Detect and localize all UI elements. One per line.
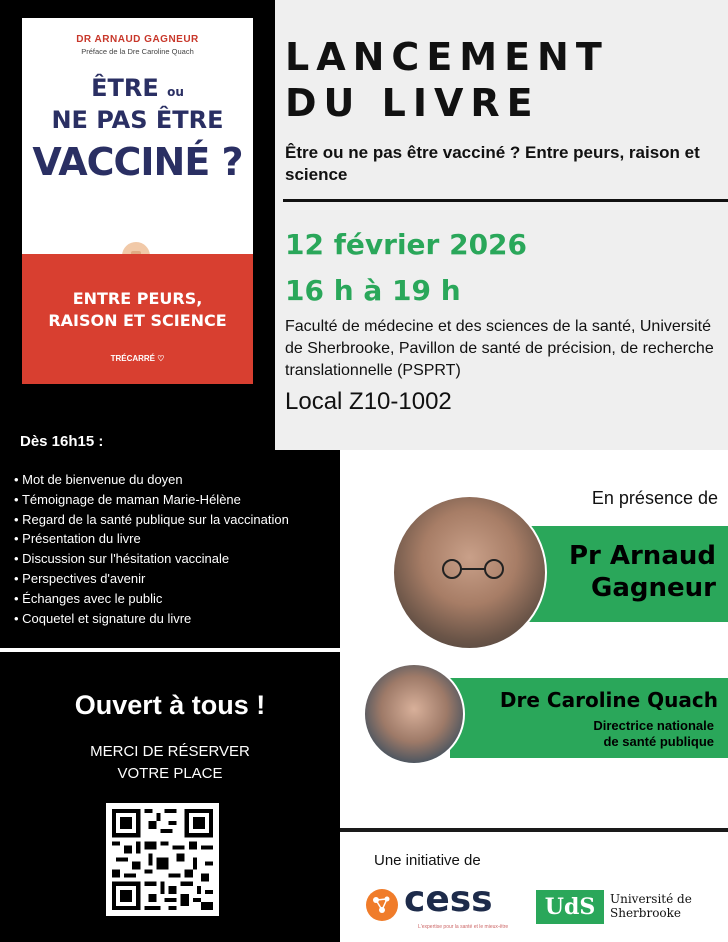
book-title-etre: ÊTRE bbox=[91, 74, 159, 102]
launch-heading bbox=[285, 34, 609, 126]
speaker1-photo bbox=[392, 495, 547, 650]
book-cover bbox=[22, 18, 253, 384]
speaker2-title bbox=[593, 718, 714, 750]
open-to-all: Ouvert à tous ! bbox=[74, 690, 266, 720]
book-title-line3: VACCINÉ ? bbox=[32, 140, 243, 184]
book-title-line1 bbox=[22, 74, 253, 102]
uds-name bbox=[610, 892, 692, 920]
qr-code[interactable] bbox=[106, 803, 219, 916]
divider bbox=[0, 648, 340, 652]
cess-logo-icon bbox=[366, 889, 398, 921]
uds-name-line1: Université de bbox=[610, 892, 692, 906]
speaker2-photo bbox=[363, 663, 465, 765]
program-item: • Mot de bienvenue du doyen bbox=[14, 470, 289, 490]
cess-tagline: L'expertise pour la santé et le mieux-être bbox=[418, 924, 509, 930]
book-cover-top bbox=[22, 18, 253, 254]
glasses-icon bbox=[436, 559, 510, 579]
speaker1-name-line2: Gagneur bbox=[591, 573, 716, 603]
book-subtitle-line1: ENTRE PEURS, bbox=[72, 289, 203, 308]
event-room: Local Z10-1002 bbox=[285, 388, 452, 415]
event-subtitle: Être ou ne pas être vacciné ? Entre peurs, raison et science bbox=[285, 143, 700, 184]
cess-logo-text: cess bbox=[404, 879, 493, 920]
event-date: 12 février 2026 bbox=[285, 228, 528, 261]
book-cover-bottom bbox=[22, 254, 253, 384]
publisher-name: TRÉCARRÉ bbox=[110, 354, 156, 363]
initiative-footer bbox=[340, 832, 728, 942]
book-publisher bbox=[22, 354, 253, 363]
heart-icon: ♡ bbox=[157, 354, 165, 363]
initiative-label: Une initiative de bbox=[374, 852, 481, 869]
book-author: DR ARNAUD GAGNEUR bbox=[76, 34, 199, 45]
program-item: • Coquetel et signature du livre bbox=[14, 609, 289, 629]
book-subtitle-line2: RAISON ET SCIENCE bbox=[48, 311, 227, 330]
launch-panel bbox=[275, 0, 728, 450]
program-item: • Témoignage de maman Marie-Hélène bbox=[14, 490, 289, 510]
program-item: • Discussion sur l'hésitation vaccinale bbox=[14, 549, 289, 569]
book-preface: Préface de la Dre Caroline Quach bbox=[81, 47, 194, 56]
program-heading: Dès 16h15 : bbox=[20, 433, 104, 450]
speakers-panel bbox=[340, 450, 728, 830]
program-item: • Perspectives d'avenir bbox=[14, 569, 289, 589]
uds-name-line2: Sherbrooke bbox=[610, 906, 682, 920]
speaker2-title-line2: de santé publique bbox=[603, 734, 714, 749]
program-item: • Regard de la santé publique sur la vaccination bbox=[14, 510, 289, 530]
qr-code-icon bbox=[112, 809, 213, 910]
program-item: • Présentation du livre bbox=[14, 529, 289, 549]
event-time: 16 h à 19 h bbox=[285, 274, 461, 307]
heading-line2: DU LIVRE bbox=[285, 81, 540, 125]
speaker2-title-line1: Directrice nationale bbox=[593, 718, 714, 733]
reserve-line1: MERCI DE RÉSERVER bbox=[90, 743, 250, 760]
presence-label: En présence de bbox=[591, 488, 718, 508]
speaker1-name-line1: Pr Arnaud bbox=[568, 541, 716, 571]
program-list bbox=[14, 470, 289, 628]
event-venue: Faculté de médecine et des sciences de la santé, Université de Sherbrooke, Pavillon de santé de précision, de recherche translationnelle (PSPRT) bbox=[285, 318, 714, 379]
book-title-ou: ou bbox=[167, 85, 184, 99]
program-item: • Échanges avec le public bbox=[14, 589, 289, 609]
reserve-text bbox=[0, 741, 340, 785]
uds-logo: UdS bbox=[536, 890, 604, 924]
heading-line1: LANCEMENT bbox=[285, 35, 609, 79]
book-title-line2: NE PAS ÊTRE bbox=[51, 106, 224, 134]
speaker1-name bbox=[569, 540, 716, 604]
divider bbox=[283, 199, 728, 202]
speaker2-name: Dre Caroline Quach bbox=[499, 688, 718, 712]
reserve-line2: VOTRE PLACE bbox=[117, 765, 223, 782]
